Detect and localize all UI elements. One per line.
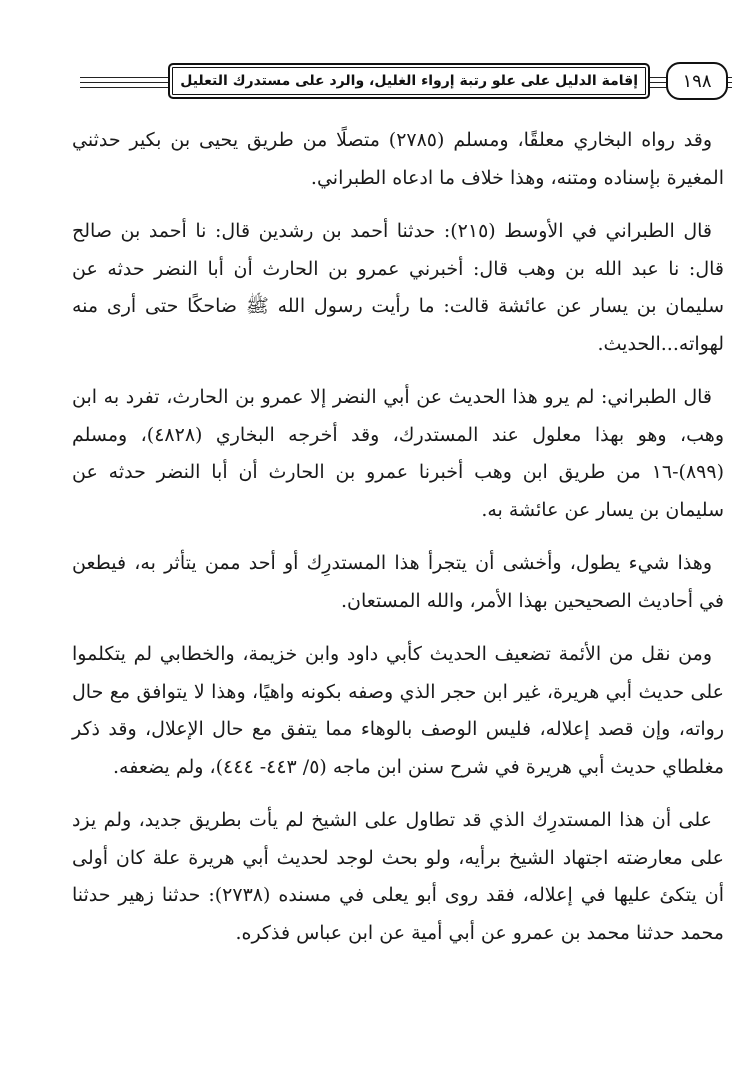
- page-number: ١٩٨: [666, 62, 728, 100]
- paragraph: وهذا شيء يطول، وأخشى أن يتجرأ هذا المستدرِك أو أحد ممن يتأثر به، فيطعن في أحاديث الصحيحين بهذا الأمر، والله المستعان.: [72, 552, 724, 612]
- paragraph: قال الطبراني: لم يرو هذا الحديث عن أبي النضر إلا عمرو بن الحارث، تفرد به ابن وهب، وهو بهذا معلول عند المستدرك، وقد أخرجه البخاري (٤٨٢٨)، ومسلم (٨٩٩)-١٦ من طريق ابن وهب أخبرنا عمرو بن الحارث أن أبا النضر حدثه عن سليمان بن يسار عن عائشة به.: [72, 386, 724, 521]
- body-text: [72, 122, 724, 952]
- paragraph: قال الطبراني في الأوسط (٢١٥): حدثنا أحمد بن رشدين قال: نا أحمد بن صالح قال: نا عبد الله بن وهب قال: أخبرني عمرو بن الحارث أن أبا النضر حدثه عن سليمان بن يسار عن عائشة قالت: ما رأيت رسول الله ﷺ ضاحكًا حتى أرى منه لهواته...الحديث.: [72, 220, 724, 355]
- paragraph: على أن هذا المستدرِك الذي قد تطاول على الشيخ لم يأت بطريق جديد، ولم يزد على معارضته اجتهاد الشيخ برأيه، ولو بحث لوجد لحديث أبي هريرة علة كان أولى أن يتكئ عليها في إعلاله، فقد روى أبو يعلى في مسنده (٢٧٣٨): حدثنا زهير حدثنا محمد حدثنا محمد بن عمرو عن أبي أمية عن ابن عباس فذكره.: [72, 809, 724, 944]
- book-title: إقامة الدليل على علو رتبة إرواء الغليل، والرد على مستدرك التعليل: [168, 63, 650, 99]
- page-header: [80, 62, 732, 100]
- paragraph: وقد رواه البخاري معلقًا، ومسلم (٢٧٨٥) متصلًا من طريق يحيى بن بكير حدثني المغيرة بإسناده ومتنه، وهذا خلاف ما ادعاه الطبراني.: [72, 129, 724, 189]
- paragraph: ومن نقل من الأئمة تضعيف الحديث كأبي داود وابن خزيمة، والخطابي لم يتكلموا على حديث أبي هريرة، غير ابن حجر الذي وصفه بكونه واهيًا، وهذا لا يتوافق مع حال رواته، وإن قصد إعلاله، فليس الوصف بالوهاء مما يتفق مع حال الإعلال، وقد ذكر مغلطاي حديث أبي هريرة في شرح سنن ابن ماجه (٥/ ٤٤٣- ٤٤٤)، ولم يضعفه.: [72, 643, 724, 778]
